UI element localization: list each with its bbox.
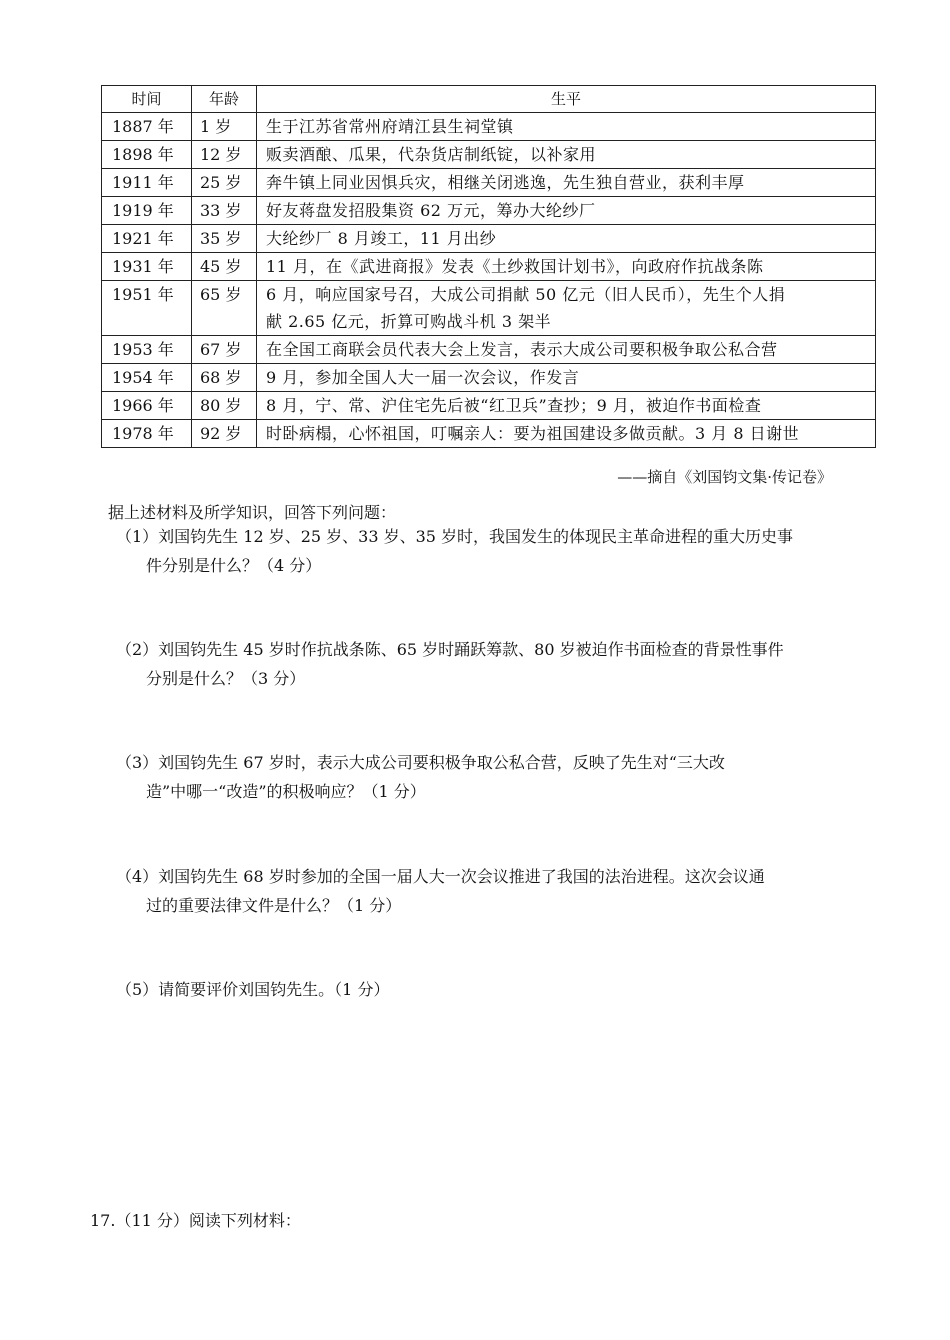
table-row bbox=[102, 253, 876, 281]
question-line: 造”中哪一“改造”的积极响应？（1 分） bbox=[146, 782, 426, 801]
table-row bbox=[102, 141, 876, 169]
table-row bbox=[102, 225, 876, 253]
question-line: （4）刘国钧先生 68 岁时参加的全国一届人大一次会议推进了我国的法治进程。这次会议通 bbox=[116, 867, 765, 886]
table-row bbox=[102, 336, 876, 364]
cell-life: 贩卖酒酿、瓜果，代杂货店制纸锭，以补家用 bbox=[257, 141, 876, 169]
cell-year: 1953 年 bbox=[102, 336, 192, 364]
header-time: 时间 bbox=[102, 86, 192, 113]
cell-year: 1921 年 bbox=[102, 225, 192, 253]
cell-life: 时卧病榻，心怀祖国，叮嘱亲人：要为祖国建设多做贡献。3 月 8 日谢世 bbox=[257, 420, 876, 448]
table-row bbox=[102, 364, 876, 392]
cell-year: 1887 年 bbox=[102, 113, 192, 141]
question-line: 分别是什么？（3 分） bbox=[146, 669, 306, 688]
question-intro: 据上述材料及所学知识，回答下列问题： bbox=[108, 503, 397, 522]
cell-year: 1898 年 bbox=[102, 141, 192, 169]
cell-life: 在全国工商联会员代表大会上发言，表示大成公司要积极争取公私合营 bbox=[257, 336, 876, 364]
cell-age: 25 岁 bbox=[192, 169, 257, 197]
table-row bbox=[102, 281, 876, 336]
cell-year: 1978 年 bbox=[102, 420, 192, 448]
cell-age: 45 岁 bbox=[192, 253, 257, 281]
cell-year: 1966 年 bbox=[102, 392, 192, 420]
cell-year: 1954 年 bbox=[102, 364, 192, 392]
cell-life-line: 献 2.65 亿元，折算可购战斗机 3 架半 bbox=[266, 312, 552, 331]
question-line: 件分别是什么？（4 分） bbox=[146, 556, 322, 575]
cell-age: 65 岁 bbox=[192, 281, 257, 336]
header-life: 生平 bbox=[257, 86, 876, 113]
cell-age: 12 岁 bbox=[192, 141, 257, 169]
biography-table bbox=[101, 85, 876, 448]
table-row bbox=[102, 420, 876, 448]
table-row bbox=[102, 197, 876, 225]
table-row bbox=[102, 113, 876, 141]
cell-age: 80 岁 bbox=[192, 392, 257, 420]
cell-year: 1919 年 bbox=[102, 197, 192, 225]
question-line: （1）刘国钧先生 12 岁、25 岁、33 岁、35 岁时，我国发生的体现民主革命进程的重大历史事 bbox=[116, 527, 794, 546]
next-item-heading: 17.（11 分）阅读下列材料： bbox=[90, 1211, 301, 1230]
cell-life: 8 月，宁、常、沪住宅先后被“红卫兵”查抄；9 月，被迫作书面检查 bbox=[257, 392, 876, 420]
cell-age: 35 岁 bbox=[192, 225, 257, 253]
cell-age: 33 岁 bbox=[192, 197, 257, 225]
question-4 bbox=[116, 862, 866, 920]
cell-life: 生于江苏省常州府靖江县生祠堂镇 bbox=[257, 113, 876, 141]
source-citation: ——摘自《刘国钧文集·传记卷》 bbox=[617, 468, 832, 486]
question-3 bbox=[116, 748, 866, 806]
table-header-row bbox=[102, 86, 876, 113]
header-age: 年龄 bbox=[192, 86, 257, 113]
cell-year: 1911 年 bbox=[102, 169, 192, 197]
cell-life: 好友蒋盘发招股集资 62 万元，筹办大纶纱厂 bbox=[257, 197, 876, 225]
question-line: 过的重要法律文件是什么？（1 分） bbox=[146, 896, 402, 915]
cell-life-line: 6 月，响应国家号召，大成公司捐献 50 亿元（旧人民币），先生个人捐 bbox=[266, 285, 786, 304]
cell-age: 92 岁 bbox=[192, 420, 257, 448]
cell-life: 奔牛镇上同业因惧兵灾，相继关闭逃逸，先生独自营业，获利丰厚 bbox=[257, 169, 876, 197]
question-5 bbox=[116, 975, 866, 1004]
cell-life bbox=[257, 281, 876, 336]
question-line: （2）刘国钧先生 45 岁时作抗战条陈、65 岁时踊跃筹款、80 岁被迫作书面检查的背景性事件 bbox=[116, 640, 784, 659]
question-line: （3）刘国钧先生 67 岁时，表示大成公司要积极争取公私合营，反映了先生对“三大改 bbox=[116, 753, 725, 772]
cell-age: 1 岁 bbox=[192, 113, 257, 141]
cell-life: 11 月，在《武进商报》发表《土纱救国计划书》，向政府作抗战条陈 bbox=[257, 253, 876, 281]
question-1 bbox=[116, 522, 866, 580]
question-line: （5）请简要评价刘国钧先生。（1 分） bbox=[116, 980, 390, 999]
cell-year: 1931 年 bbox=[102, 253, 192, 281]
cell-age: 67 岁 bbox=[192, 336, 257, 364]
table-row bbox=[102, 392, 876, 420]
table-row bbox=[102, 169, 876, 197]
cell-year: 1951 年 bbox=[102, 281, 192, 336]
cell-life: 9 月，参加全国人大一届一次会议，作发言 bbox=[257, 364, 876, 392]
cell-life: 大纶纱厂 8 月竣工，11 月出纱 bbox=[257, 225, 876, 253]
question-2 bbox=[116, 635, 866, 693]
cell-age: 68 岁 bbox=[192, 364, 257, 392]
